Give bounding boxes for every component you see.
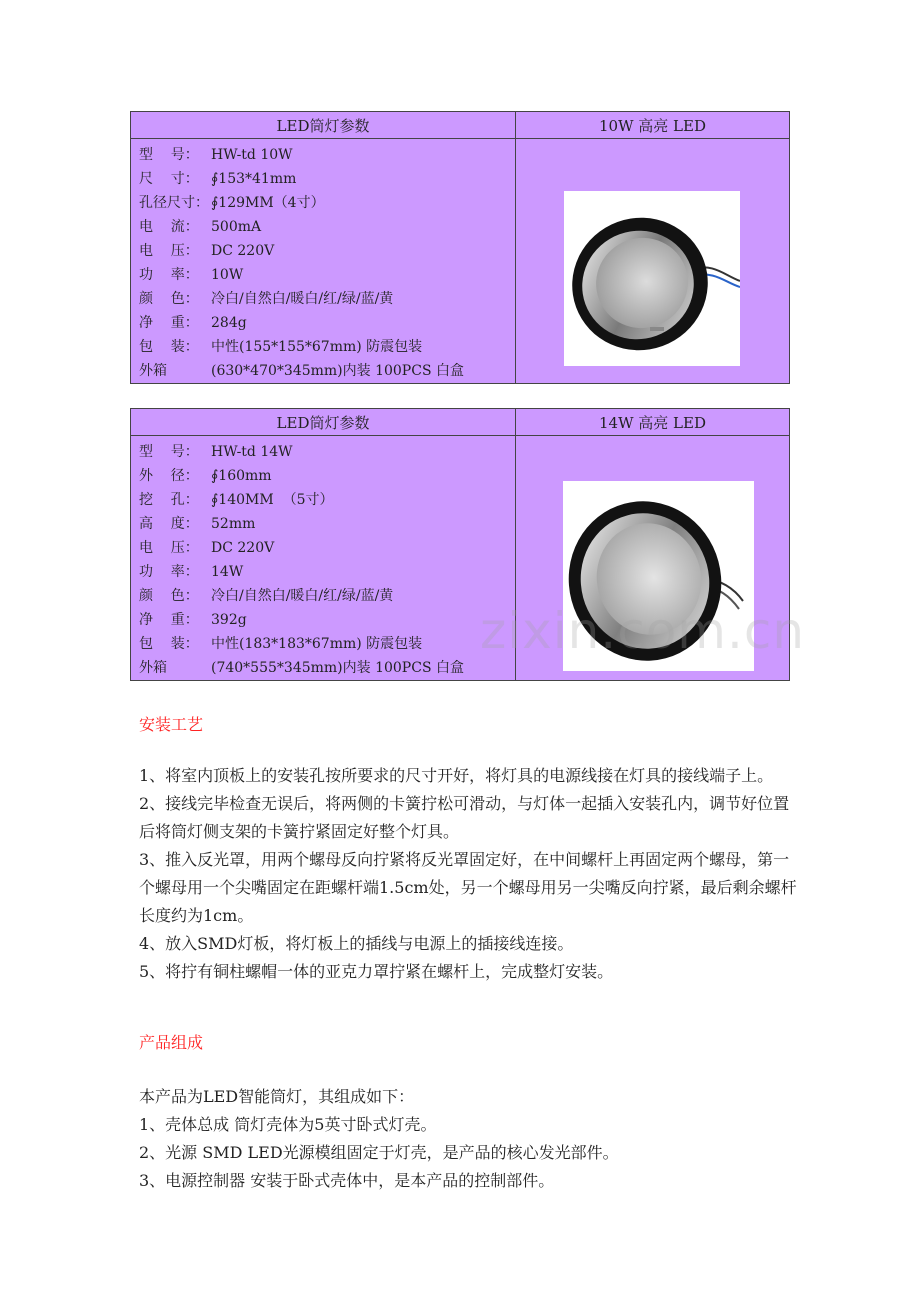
spec-label: 尺 寸： (139, 171, 199, 187)
spec-label: 外箱 (139, 660, 172, 676)
spec-label: 颜 色： (139, 291, 199, 307)
spec-row (139, 359, 515, 383)
spec-value: (630*470*345mm)内装 100PCS 白盒 (211, 363, 464, 379)
spec-value: 冷白/自然白/暖白/红/绿/蓝/黄 (211, 588, 394, 604)
spec-value: HW-td 14W (211, 444, 293, 460)
spec-value: DC 220V (211, 243, 275, 259)
spec-row (139, 287, 515, 311)
install-step: 5、将拧有铜柱螺帽一体的亚克力罩拧紧在螺杆上，完成整灯安装。 (139, 962, 614, 981)
spec-row (139, 536, 515, 560)
spec-label: 型 号： (139, 147, 199, 163)
spec-row (139, 632, 515, 656)
spec-label: 颜 色： (139, 588, 199, 604)
spec-list-cell (131, 436, 516, 681)
spec-label: 孔径尺寸： (139, 195, 209, 211)
spec-value: 冷白/自然白/暖白/红/绿/蓝/黄 (211, 291, 394, 307)
spec-label: 外 径： (139, 468, 199, 484)
spec-row (139, 143, 515, 167)
spec-value: ∮153*41mm (211, 171, 297, 187)
install-step: 1、将室内顶板上的安装孔按所要求的尺寸开好，将灯具的电源线接在灯具的接线端子上。 (139, 766, 774, 785)
spec-value: ∮160mm (211, 468, 272, 484)
spec-label: 包 装： (139, 339, 199, 355)
spec-row (139, 608, 515, 632)
spec-value: DC 220V (211, 540, 275, 556)
table-header-left: LED筒灯参数 (131, 112, 516, 139)
spec-label: 电 流： (139, 219, 199, 235)
composition-list (139, 1083, 799, 1195)
install-section-title: 安装工艺 (139, 715, 204, 734)
spec-label: 外箱 (139, 363, 172, 379)
spec-label: 包 装： (139, 636, 199, 652)
spec-list-cell (131, 139, 516, 384)
downlight-10w-photo (564, 191, 740, 366)
install-step: 3、推入反光罩，用两个螺母反向拧紧将反光罩固定好，在中间螺杆上再固定两个螺母，第一个螺母用一个尖嘴固定在距螺杆端1.5cm处，另一个螺母用另一尖嘴反向拧紧，最后剩余螺杆长度约为1cm。 (139, 850, 797, 925)
spec-value: 中性(155*155*67mm) 防震包装 (211, 339, 423, 355)
spec-row (139, 191, 515, 215)
spec-label: 高 度： (139, 516, 199, 532)
spec-value: ∮140MM （5寸） (211, 492, 334, 508)
spec-label: 挖 孔： (139, 492, 199, 508)
spec-label: 净 重： (139, 315, 199, 331)
spec-row (139, 656, 515, 680)
spec-value: 14W (211, 564, 244, 580)
composition-item: 2、光源 SMD LED光源模组固定于灯壳，是产品的核心发光部件。 (139, 1143, 619, 1162)
watermark: zixin.com.cn (480, 602, 806, 660)
spec-value: ∮129MM（4寸） (211, 195, 325, 211)
spec-label: 功 率： (139, 564, 199, 580)
spec-row (139, 311, 515, 335)
downlight-14w-photo (563, 481, 754, 671)
spec-value: 284g (211, 315, 247, 331)
spec-row (139, 488, 515, 512)
spec-value: (740*555*345mm)内装 100PCS 白盒 (211, 660, 464, 676)
spec-label: 电 压： (139, 243, 199, 259)
install-step: 4、放入SMD灯板，将灯板上的插线与电源上的插接线连接。 (139, 934, 574, 953)
spec-row (139, 263, 515, 287)
spec-value: HW-td 10W (211, 147, 293, 163)
table-header-left: LED筒灯参数 (131, 409, 516, 436)
spec-row (139, 167, 515, 191)
spec-label: 功 率： (139, 267, 199, 283)
spec-row (139, 440, 515, 464)
spec-row (139, 239, 515, 263)
spec-row (139, 560, 515, 584)
spec-list (131, 436, 515, 680)
photo-cell (516, 436, 790, 681)
spec-value: 10W (211, 267, 244, 283)
spec-value: 392g (211, 612, 247, 628)
spec-value: 500mA (211, 219, 262, 235)
install-step: 2、接线完毕检查无误后，将两侧的卡簧拧松可滑动，与灯体一起插入安装孔内，调节好位置后将筒灯侧支架的卡簧拧紧固定好整个灯具。 (139, 794, 790, 841)
spec-table-14w (130, 408, 790, 681)
composition-item: 1、壳体总成 筒灯壳体为5英寸卧式灯壳。 (139, 1115, 437, 1134)
install-steps (139, 762, 799, 986)
spec-row (139, 464, 515, 488)
spec-label: 净 重： (139, 612, 199, 628)
spec-value: 52mm (211, 516, 256, 532)
spec-row (139, 512, 515, 536)
spec-list (131, 139, 515, 383)
spec-label: 电 压： (139, 540, 199, 556)
table-header-right: 10W 高亮 LED (516, 112, 790, 139)
table-header-right: 14W 高亮 LED (516, 409, 790, 436)
spec-row (139, 584, 515, 608)
spec-table-10w (130, 111, 790, 384)
composition-item: 3、电源控制器 安装于卧式壳体中，是本产品的控制部件。 (139, 1171, 555, 1190)
spec-value: 中性(183*183*67mm) 防震包装 (211, 636, 423, 652)
composition-section-title: 产品组成 (139, 1033, 204, 1052)
composition-intro: 本产品为LED智能筒灯，其组成如下： (139, 1087, 415, 1106)
spec-row (139, 215, 515, 239)
spec-label: 型 号： (139, 444, 199, 460)
spec-row (139, 335, 515, 359)
photo-cell (516, 139, 790, 384)
